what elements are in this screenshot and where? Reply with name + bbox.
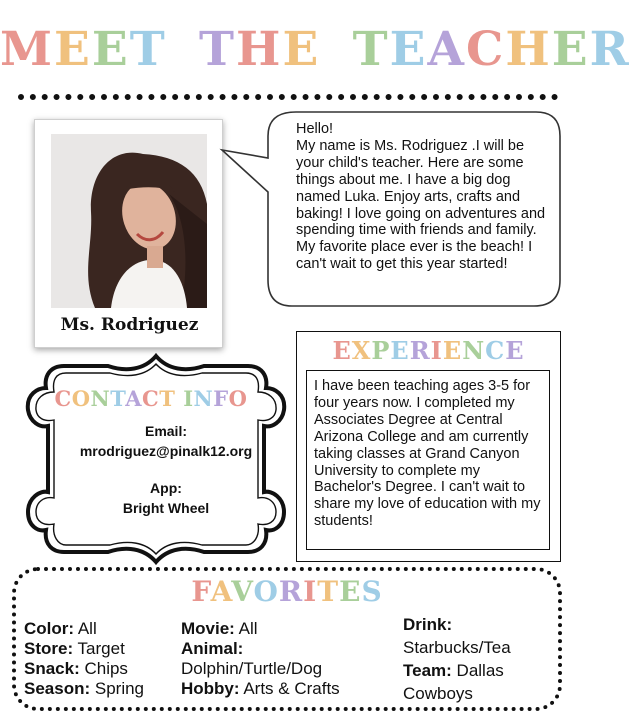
favorite-item bbox=[403, 682, 511, 705]
intro-greeting: Hello! bbox=[296, 121, 334, 137]
favorite-item bbox=[403, 636, 511, 659]
contact-frame bbox=[18, 350, 294, 568]
contact-title-letter: O bbox=[71, 386, 91, 411]
contact-title-letter: N bbox=[90, 386, 111, 411]
title-letter: E bbox=[282, 22, 321, 77]
favorites-title-letter: I bbox=[303, 575, 318, 608]
favorite-value: Dallas bbox=[451, 661, 504, 680]
favorite-label: Hobby: bbox=[181, 679, 240, 698]
favorite-value: Cowboys bbox=[403, 684, 473, 703]
favorites-column-1 bbox=[24, 619, 144, 699]
favorite-label: Color: bbox=[24, 619, 75, 638]
experience-title bbox=[296, 336, 561, 365]
contact-title-letter: N bbox=[193, 386, 214, 411]
app-label: App: bbox=[150, 480, 182, 496]
experience-title-letter: E bbox=[505, 336, 525, 365]
favorite-item bbox=[181, 639, 340, 659]
title-letter: R bbox=[589, 22, 631, 77]
favorites-title-letter: T bbox=[317, 575, 340, 608]
favorite-item bbox=[403, 613, 511, 636]
title-letter: A bbox=[427, 22, 466, 77]
favorite-value: Arts & Crafts bbox=[239, 679, 340, 698]
experience-title-letter: E bbox=[442, 336, 463, 365]
contact-title-letter: T bbox=[159, 386, 176, 411]
experience-title-letter: X bbox=[351, 336, 372, 365]
favorite-item bbox=[24, 619, 144, 639]
favorites-title-letter: R bbox=[278, 575, 304, 608]
favorite-value: Starbucks/Tea bbox=[403, 638, 511, 657]
favorites-title-letter: V bbox=[231, 575, 254, 608]
title-letter: H bbox=[505, 22, 552, 77]
favorites-title-letter: O bbox=[253, 575, 279, 608]
favorite-value: All bbox=[74, 619, 97, 638]
favorites-title-letter: A bbox=[210, 575, 232, 608]
favorite-label: Season: bbox=[24, 679, 91, 698]
experience-title-letter: E bbox=[390, 336, 410, 365]
portrait-icon bbox=[51, 134, 207, 308]
app-value: Bright Wheel bbox=[122, 500, 210, 516]
experience-title-letter: N bbox=[462, 336, 486, 365]
favorite-label: Drink: bbox=[403, 615, 453, 634]
favorites-column-3 bbox=[403, 613, 511, 705]
favorite-label: Animal: bbox=[181, 639, 244, 658]
title-letter: T bbox=[352, 22, 390, 77]
experience-title-letter: C bbox=[485, 336, 506, 365]
favorites-title-letter: F bbox=[191, 575, 211, 608]
title-divider bbox=[18, 94, 558, 100]
favorite-value: Target bbox=[73, 639, 125, 658]
teacher-name: Ms. Rodriguez bbox=[60, 315, 199, 335]
title-letter: T bbox=[129, 22, 167, 77]
title-letter: E bbox=[91, 22, 130, 77]
favorites-title-letter: E bbox=[339, 575, 362, 608]
email-label: Email: bbox=[144, 423, 187, 439]
experience-title-letter: P bbox=[371, 336, 391, 365]
title-letter: H bbox=[236, 22, 283, 77]
favorite-value: Dolphin/Turtle/Dog bbox=[181, 659, 323, 678]
experience-title-letter: I bbox=[430, 336, 443, 365]
experience-body: I have been teaching ages 3-5 for four years now. I completed my Associates Degree at Central Arizona College and am currently taking classes at Grand Canyon University to complete my Bachelor's Degree. I can't wait to share my love of education with my students! bbox=[314, 378, 541, 530]
favorite-item bbox=[24, 679, 144, 699]
photo-card bbox=[34, 119, 223, 348]
intro-text bbox=[296, 121, 546, 273]
page-title bbox=[0, 22, 631, 77]
title-letter: E bbox=[389, 22, 428, 77]
contact-title-letter: C bbox=[142, 386, 160, 411]
email-value[interactable]: mrodriguez@pinalk12.org bbox=[79, 443, 253, 459]
favorite-label: Team: bbox=[403, 661, 452, 680]
title-word-meet bbox=[0, 22, 167, 77]
favorites-title-letter: S bbox=[361, 575, 383, 608]
contact-title-letter: C bbox=[54, 386, 72, 411]
favorite-label: Store: bbox=[24, 639, 74, 658]
favorite-item bbox=[403, 659, 511, 682]
title-letter: M bbox=[0, 22, 55, 77]
title-letter: E bbox=[551, 22, 590, 77]
teacher-photo bbox=[51, 134, 207, 308]
contact-title bbox=[40, 386, 262, 411]
favorite-item bbox=[181, 659, 340, 679]
favorite-item bbox=[181, 619, 340, 639]
title-letter: E bbox=[54, 22, 92, 77]
title-word-teacher bbox=[353, 22, 631, 77]
favorites-title bbox=[0, 575, 574, 608]
favorites-column-2 bbox=[181, 619, 340, 699]
contact-title-letter: F bbox=[213, 386, 229, 411]
title-letter: C bbox=[465, 22, 506, 77]
contact-title-letter: O bbox=[228, 386, 248, 411]
favorite-value: All bbox=[234, 619, 258, 638]
favorite-item bbox=[181, 679, 340, 699]
experience-title-letter: E bbox=[332, 336, 352, 365]
favorite-value: Chips bbox=[79, 659, 128, 678]
experience-title-letter: R bbox=[409, 336, 431, 365]
contact-title-letter: A bbox=[125, 386, 143, 411]
title-word-the bbox=[199, 22, 320, 77]
favorite-value: Spring bbox=[90, 679, 145, 698]
contact-title-letter: T bbox=[110, 386, 126, 411]
intro-body: My name is Ms. Rodriguez .I will be your child's teacher. Here are some things about me. I have a big dog named Luka. Enjoy arts, crafts and baking! I love going on adventures and spending time with friends and family. My favorite place ever is the beach! I can't wait to get this year started! bbox=[296, 137, 546, 273]
favorite-label: Snack: bbox=[24, 659, 80, 678]
contact-title-letter: I bbox=[183, 386, 194, 411]
favorite-label: Movie: bbox=[181, 619, 235, 638]
favorite-item bbox=[24, 639, 144, 659]
favorite-item bbox=[24, 659, 144, 679]
title-letter: T bbox=[199, 22, 237, 77]
